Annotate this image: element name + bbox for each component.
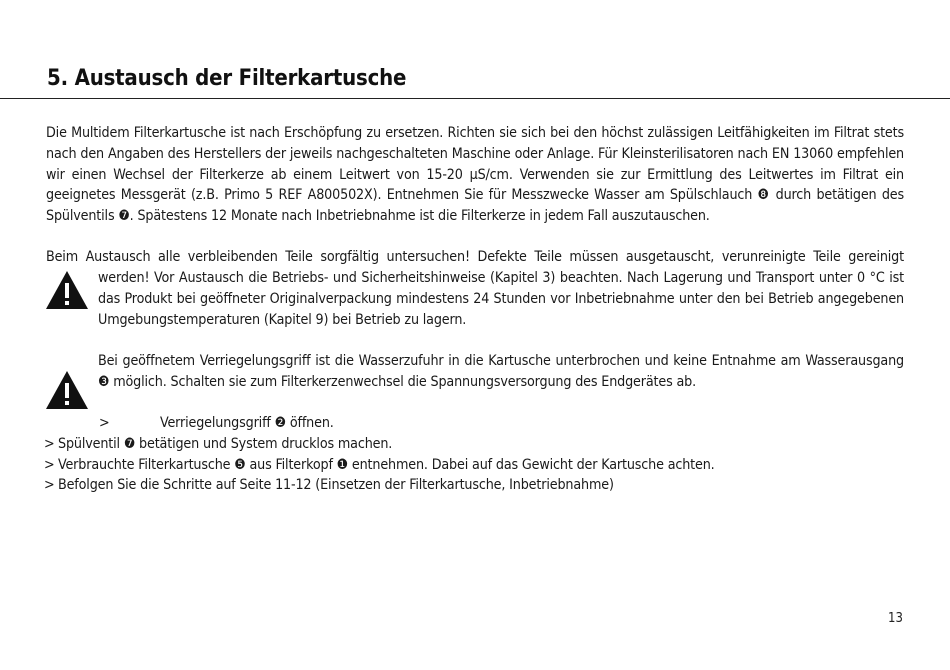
inspect-paragraph-rest: werden! Vor Austausch die Betriebs- und Sicherheitshinweise (Kapitel 3) beachten. Nach Lagerung und Transport unter 0 °C ist das Produkt bei geöffneter Originalverpackung mindestens 24 Stunden vor Inbetriebnahme unter den bei Betrieb angegebenen Umgebungstemperaturen (Kapitel 9) bei Betrieb zu lagern. <box>98 270 904 328</box>
section-title: 5. Austausch der Filterkartusche <box>47 66 407 91</box>
step-text: Verriegelungsgriff ❷ öffnen. <box>160 415 334 431</box>
heading-rule <box>0 98 950 99</box>
intro-paragraph: Die Multidem Filterkartusche ist nach Erschöpfung zu ersetzen. Richten sie sich bei den höchst zulässigen Leitfähigkeiten im Filtrat stets nach den Angaben des Herstellers der jeweils nachgeschalteten Maschine oder Anlage. Für Kleinsterilisatoren nach EN 13060 empfehlen wir einen Wechsel der Filterkerze ab einem Leitwert von 15-20 µS/cm. Verwenden sie zur Ermittlung des Leitwertes im Filtrat ein geeignetes Messgerät (z.B. Primo 5 REF A800502X). Entnehmen Sie für Messzwecke Wasser am Spülschlauch ❽ durch betätigen des Spülventils ❼. Spätestens 12 Monate nach Inbetriebnahme ist die Filterkerze in jedem Fall auszutauschen. <box>46 125 904 225</box>
list-item <box>44 475 715 496</box>
step-text: Verbrauchte Filterkartusche ❺ aus Filterkopf ❶ entnehmen. Dabei auf das Gewicht der Kartusche achten. <box>58 456 715 473</box>
lock-warning-paragraph: Bei geöffnetem Verriegelungsgriff ist die Wasserzufuhr in die Kartusche unterbrochen und keine Entnahme am Wasserausgang ❸ möglich. Schalten sie zum Filterkerzenwechsel die Spannungsversorgung des Endgerätes ab. <box>98 353 904 390</box>
page-number: 13 <box>888 611 903 626</box>
step-text: Befolgen Sie die Schritte auf Seite 11-12 (Einsetzen der Filterkartusche, Inbetriebnahme) <box>58 477 614 494</box>
list-item <box>44 413 715 434</box>
warning-triangle-icon <box>45 370 89 410</box>
step-marker: > <box>99 415 110 431</box>
step-list <box>44 413 715 496</box>
step-marker: > <box>44 477 55 494</box>
step-marker: > <box>44 435 55 452</box>
step-marker: > <box>44 456 55 473</box>
warning-triangle-icon <box>45 270 89 310</box>
inspect-paragraph-first-line: Beim Austausch alle verbleibenden Teile sorgfältig untersuchen! Defekte Teile müssen ausgetauscht, verunreinigte Teile gereinigt <box>46 249 904 265</box>
list-item <box>44 434 715 455</box>
list-item <box>44 455 715 476</box>
step-text: Spülventil ❼ betätigen und System drucklos machen. <box>58 435 393 452</box>
